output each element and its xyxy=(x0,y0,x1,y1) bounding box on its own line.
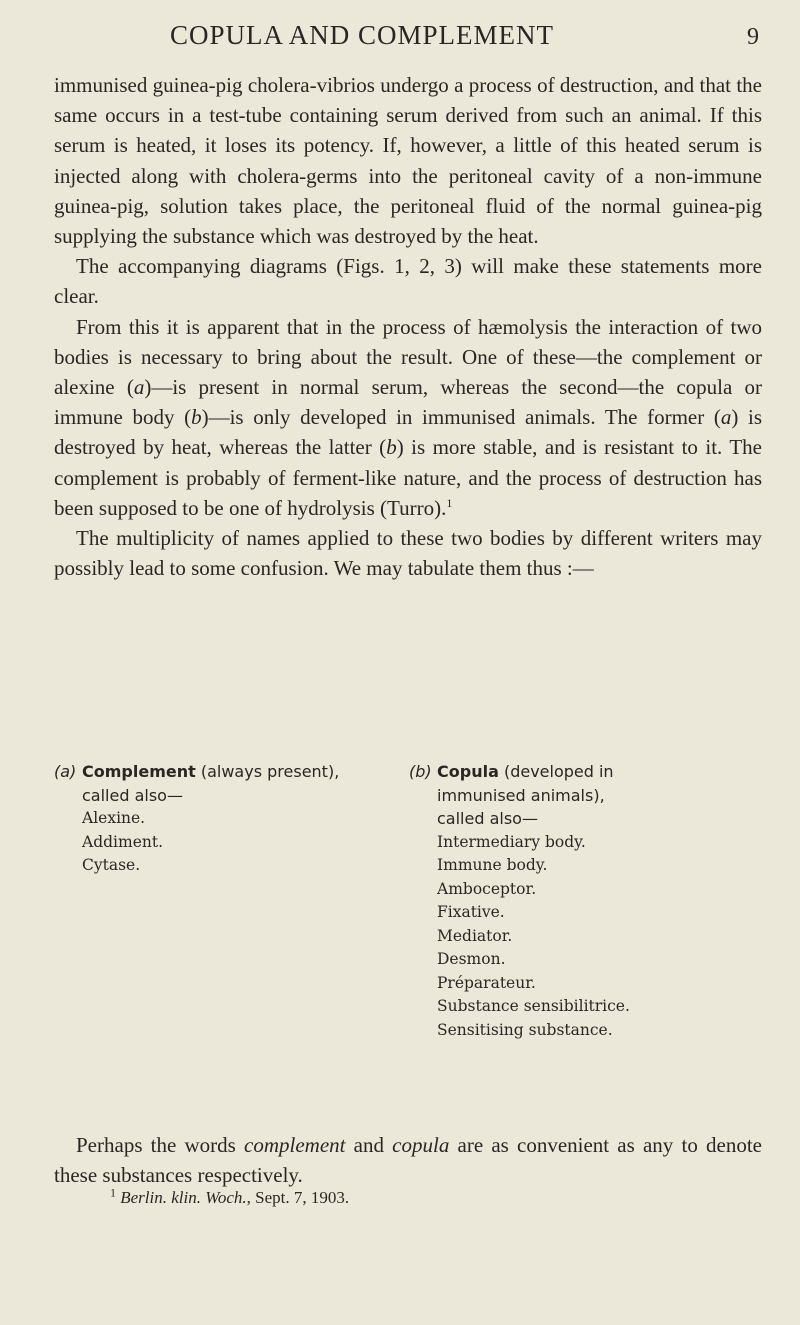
italic-text: copula xyxy=(392,1133,450,1157)
running-head xyxy=(170,20,760,51)
paragraph-2 xyxy=(54,251,762,311)
synonym-item: Alexine. xyxy=(82,809,146,827)
text-run: and xyxy=(345,1133,393,1157)
complement-title-bold: Complement xyxy=(82,762,196,781)
footnote-journal: Berlin. klin. Woch. xyxy=(120,1188,247,1207)
synonym-item: Préparateur. xyxy=(437,973,536,992)
text-run: The accompanying diagrams (Figs. 1, 2, 3) will make these statements more clear. xyxy=(54,254,762,309)
footnote-ref: 1 xyxy=(446,495,453,510)
text-run: )—is present in normal serum, whereas the second—the copula or immune body ( xyxy=(54,375,763,430)
text-run: immunised guinea-pig cholera-vibrios undergo a process of destruction, and that the same occurs in a test-tube containing serum derived from such an animal. If this serum is heated, it loses its potency. If, however, a little of this heated serum is injected along with cholera-germs into the peritoneal cavity of a non-immune guinea-pig, solution takes place, the peritoneal fluid of the normal guinea-pig supplying the substance which was destroyed by the heat. xyxy=(54,73,762,249)
copula-synonyms xyxy=(409,831,764,1043)
text-run: are as convenient as any to denote these substances respectively. xyxy=(54,1133,762,1187)
copula-title-rest: (developed in xyxy=(498,762,614,781)
complement-title xyxy=(82,760,339,784)
complement-column xyxy=(54,760,354,878)
synonym-item: Substance sensibilitrice. xyxy=(437,997,630,1015)
synonym-item: Fixative. xyxy=(437,903,505,921)
paragraph-4 xyxy=(54,523,762,583)
complement-heading xyxy=(54,760,354,784)
complement-title-rest: (always present), xyxy=(195,762,340,781)
synonym-item: Immune body. xyxy=(437,856,548,874)
page-title: COPULA AND COMPLEMENT xyxy=(170,20,555,50)
paragraph-1 xyxy=(54,70,762,251)
italic-text: b xyxy=(386,435,397,460)
paragraph-3 xyxy=(54,312,762,523)
text-run: Perhaps the words xyxy=(76,1133,245,1157)
copula-column xyxy=(409,760,764,1042)
text-run: )—is only developed in immunised animals. The former ( xyxy=(201,405,721,430)
text-run: ) is more stable, and is resistant to it. The complement is probably of ferment-like nature, and the process of destruction has been supposed to be one of hydrolysis (Turro). xyxy=(54,435,762,520)
text-run: The multiplicity of names applied to these two bodies by different writers may possibly lead to some confusion. We may tabulate them thus :— xyxy=(54,526,762,581)
copula-title-bold: Copula xyxy=(437,762,499,781)
synonym-item: Amboceptor. xyxy=(437,879,537,898)
footnote xyxy=(110,1185,760,1208)
italic-text: a xyxy=(720,405,732,430)
text-run: From this it is apparent that in the process of hæmolysis the interaction of two bodies is necessary to bring about the result. One of these—the complement or alexine ( xyxy=(54,314,762,400)
italic-text: b xyxy=(191,405,202,430)
synonym-item: Addiment. xyxy=(82,832,164,851)
synonym-item: Intermediary body. xyxy=(437,832,586,851)
footnote-rest: , Sept. 7, 1903. xyxy=(246,1188,350,1207)
synonym-item: Cytase. xyxy=(82,856,141,874)
copula-title xyxy=(437,760,614,784)
complement-subtitle: called also— xyxy=(82,785,183,805)
italic-text: a xyxy=(133,375,145,400)
text-run: ) is destroyed by heat, whereas the latter ( xyxy=(54,405,763,460)
footnote-marker: 1 xyxy=(110,1185,116,1200)
body-text xyxy=(54,70,762,583)
copula-subtitle-2: called also— xyxy=(437,809,538,828)
italic-text: complement xyxy=(244,1133,346,1157)
synonym-item: Mediator. xyxy=(437,926,513,945)
synonym-item: Sensitising substance. xyxy=(437,1020,613,1039)
page-number: 9 xyxy=(747,24,760,50)
complement-synonyms xyxy=(54,807,354,878)
column-marker: (b) xyxy=(409,762,432,781)
copula-heading xyxy=(409,760,764,784)
synonym-item: Desmon. xyxy=(437,950,506,968)
closing-paragraph xyxy=(54,1130,762,1190)
column-marker: (a) xyxy=(54,762,77,781)
copula-subtitle-1: immunised animals), xyxy=(437,785,605,805)
names-table xyxy=(54,760,762,1120)
